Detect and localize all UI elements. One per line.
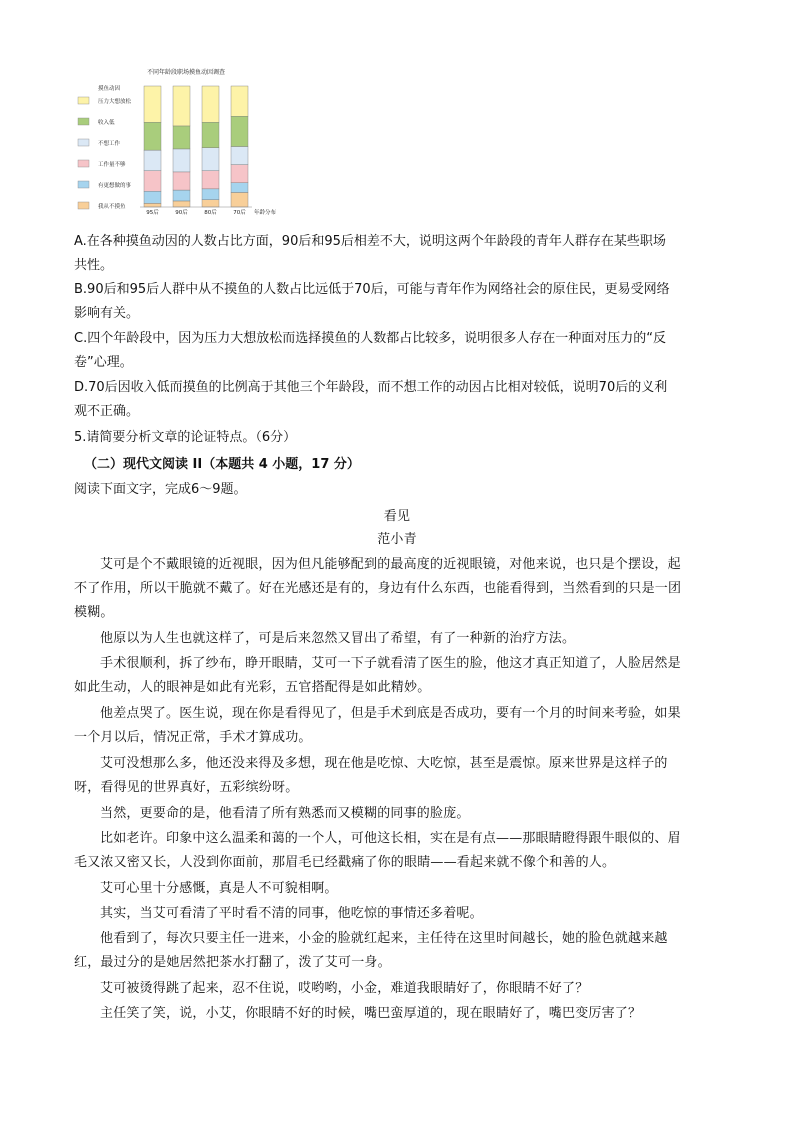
option-c-line2: 卷”心理。 xyxy=(74,355,133,370)
question-5: 5.请简要分析文章的论证特点。（6分） xyxy=(74,430,297,445)
bar-segment xyxy=(144,150,161,171)
x-axis-label: 年龄分布 xyxy=(254,210,277,216)
x-tick-label: 80后 xyxy=(204,210,217,216)
bar-segment xyxy=(173,172,190,190)
story-paragraph xyxy=(74,752,724,800)
story-paragraph xyxy=(74,927,724,975)
story-paragraph xyxy=(74,652,724,700)
chart-bars xyxy=(140,86,252,207)
bar-segment xyxy=(144,191,161,203)
story-title: 看见 xyxy=(383,509,411,524)
story-paragraph: 艾可心里十分感慨，真是人不可貌相啊。 xyxy=(100,881,338,896)
p10-line1: 他看到了，每次只要主任一进来，小金的脸就红起来，主任待在这里时间越长，她的脸色就越来越 xyxy=(100,931,668,946)
story-paragraph xyxy=(74,553,724,625)
legend-label: 压力大想放松 xyxy=(98,99,132,105)
bar-segment xyxy=(144,171,161,192)
option-b-line2: 影响有关。 xyxy=(74,306,140,321)
bar-segment xyxy=(202,171,219,189)
p7-line2: 毛又浓又密又长，人没到你面前，那眉毛已经戳痛了你的眼睛——看起来就不像个和善的人。 xyxy=(74,855,616,870)
p1-line3: 模糊。 xyxy=(74,605,114,620)
p3-line1: 手术很顺利，拆了纱布，睁开眼睛，艾可一下子就看清了医生的脸，他这才真正知道了，人脸居然是 xyxy=(100,656,681,671)
option-b xyxy=(74,278,724,326)
option-a-line2: 共性。 xyxy=(74,258,114,273)
option-a xyxy=(74,230,724,278)
bar-segment xyxy=(173,201,190,207)
legend-label: 不想工作 xyxy=(98,141,121,147)
option-a-line1: A.在各种摸鱼动因的人数占比方面，90后和95后相差不大，说明这两个年龄段的青年人群存在某些职场 xyxy=(74,234,666,249)
p1-line2: 不了作用，所以干脆就不戴了。好在光感还是有的，身边有什么东西，也能看得到，当然看到的只是一团 xyxy=(74,581,682,596)
bar-segment xyxy=(231,165,248,183)
option-b-line1: B.90后和95后人群中从不摸鱼的人数占比远低于70后，可能与青年作为网络社会的原住民，更易受网络 xyxy=(74,282,670,297)
x-tick-label: 95后 xyxy=(146,210,159,216)
bar-segment xyxy=(202,86,219,122)
option-d-line2: 观不正确。 xyxy=(74,404,140,419)
legend-label: 收入低 xyxy=(98,120,115,126)
x-tick-label: 90后 xyxy=(175,210,188,216)
story-author: 范小青 xyxy=(377,532,417,547)
x-tick-label: 70后 xyxy=(233,210,246,216)
bar-segment xyxy=(202,122,219,147)
option-c-line1: C.四个年龄段中，因为压力大想放松而选择摸鱼的人数都占比较多，说明很多人存在一种面对压力的“反 xyxy=(74,331,666,346)
chart-title: 不同年龄段职场摸鱼动因调查 xyxy=(146,69,226,76)
legend-label: 有更想做的事 xyxy=(98,183,132,189)
option-c xyxy=(74,327,724,375)
story-paragraph: 主任笑了笑，说，小艾，你眼睛不好的时候，嘴巴蛮厚道的，现在眼睛好了，嘴巴变厉害了？ xyxy=(100,1006,642,1021)
bar-segment xyxy=(173,149,190,172)
bar-segment xyxy=(231,183,248,193)
story-paragraph xyxy=(74,827,724,875)
story-paragraph: 其实，当艾可看清了平时看不清的同事，他吃惊的事情还多着呢。 xyxy=(100,906,483,921)
p4-line1: 他差点哭了。医生说，现在你是看得见了，但是手术到底是否成功，要有一个月的时间来考验，如果 xyxy=(100,706,681,721)
p5-line1: 艾可没想那么多，他还没来得及多想，现在他是吃惊、大吃惊，甚至是震惊。原来世界是这样子的 xyxy=(100,756,668,771)
instruction: 阅读下面文字，完成6～9题。 xyxy=(74,482,247,497)
bar-segment xyxy=(144,122,161,150)
p1-line1: 艾可是个不戴眼镜的近视眼，因为但凡能够配到的最高度的近视眼镜，对他来说，也只是个摆设，起 xyxy=(100,557,681,572)
p10-line2: 红，最过分的是她居然把茶水打翻了，泼了艾可一身。 xyxy=(74,955,391,970)
story-paragraph: 艾可被烫得跳了起来，忍不住说，哎哟哟，小金，难道我眼睛好了，你眼睛不好了？ xyxy=(100,981,589,996)
bar-segment xyxy=(231,147,248,165)
bar-segment xyxy=(231,192,248,207)
legend-swatch xyxy=(78,139,89,146)
bar-segment xyxy=(231,86,248,116)
legend-title: 摸鱼动因 xyxy=(98,86,121,92)
story-paragraph xyxy=(74,702,724,750)
legend-label: 我从不摸鱼 xyxy=(98,204,126,210)
bar-segment xyxy=(173,86,190,126)
x-tick-labels xyxy=(146,208,246,216)
bar-segment xyxy=(231,116,248,146)
legend-swatch xyxy=(78,181,89,188)
legend-swatch xyxy=(78,97,89,104)
option-d xyxy=(74,376,724,424)
story-paragraph: 他原以为人生也就这样了，可是后来忽然又冒出了希望，有了一种新的治疗方法。 xyxy=(100,631,576,646)
chart-legend xyxy=(78,97,132,210)
bar-segment xyxy=(173,190,190,201)
bar-segment xyxy=(202,200,219,207)
bar-segment xyxy=(144,86,161,122)
legend-swatch xyxy=(78,160,89,167)
section-title: （二）现代文阅读 II（本题共 4 小题，17 分） xyxy=(84,457,360,472)
bar-segment xyxy=(144,203,161,207)
p3-line2: 如此生动，人的眼神是如此有光彩，五官搭配得是如此精妙。 xyxy=(74,680,431,695)
p4-line2: 一个月以后，情况正常，手术才算成功。 xyxy=(74,730,312,745)
stacked-bar-chart xyxy=(76,66,296,221)
bar-segment xyxy=(173,126,190,149)
option-d-line1: D.70后因收入低而摸鱼的比例高于其他三个年龄段，而不想工作的动因占比相对较低，说明70后的义利 xyxy=(74,380,668,395)
bar-segment xyxy=(202,148,219,171)
legend-label: 工作量不够 xyxy=(98,162,126,168)
p5-line2: 呀，看得见的世界真好，五彩缤纷呀。 xyxy=(74,780,299,795)
p7-line1: 比如老许。印象中这么温柔和蔼的一个人，可他这长相，实在是有点——那眼睛瞪得跟牛眼似的、眉 xyxy=(100,831,681,846)
legend-swatch xyxy=(78,118,89,125)
story-paragraph: 当然，更要命的是，他看清了所有熟悉而又模糊的同事的脸庞。 xyxy=(100,806,470,821)
bar-segment xyxy=(202,189,219,200)
legend-swatch xyxy=(78,202,89,209)
